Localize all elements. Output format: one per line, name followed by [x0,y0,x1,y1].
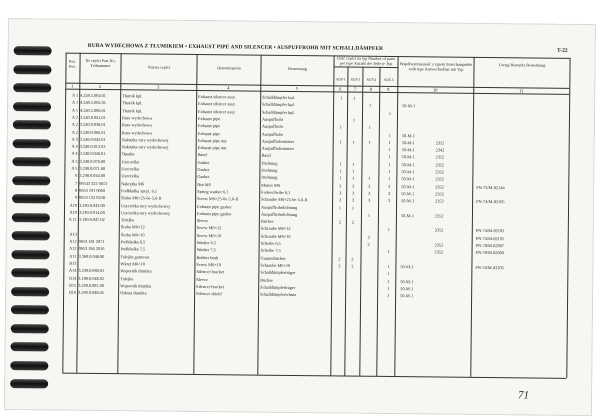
cell-pl: Śruba M6×25-6e-5,6-II [121,195,162,201]
spiral-ring [10,379,48,388]
cell-pl: Uszczelka rury wydechowej [121,202,170,209]
page-number: 71 [518,389,530,402]
qty-sub-rule [334,66,398,68]
cell-lp: 8 [75,187,78,193]
cell-q4: 3 [388,198,391,204]
cell-q1: 1 [340,95,343,101]
cell-q1: 1 [338,204,342,210]
cell-pl: Uszczelka [121,158,140,165]
cell-en: Screw M6×12 [196,225,222,231]
cell-nr: 3.180.0.048.02 [78,275,105,281]
cell-en: Exhaust pipe [197,115,221,122]
cell-de: Auspuffrohr [261,116,284,122]
cell-q4: 1 [388,154,391,160]
cell-en: Exhaust silencer assy. [198,108,236,114]
cell-q1: 1 [339,124,342,130]
cell-de: Schalldämpferschutz [260,291,297,298]
cell-en: Exhaust silencer assy. [198,101,236,107]
cell-ag1: 50-M-1 [400,278,414,284]
cell-nr: 0653 181 2071 [78,238,105,245]
cell-de: Scheibe 7,5 [260,247,281,254]
cell-ag2: 2352 [434,227,444,233]
cell-ag1: 50-M-1 [401,147,415,153]
col-number: 2 [98,83,101,89]
cell-lp: B14 [69,275,77,281]
cell-lp: A 1 [72,92,79,98]
spiral-ring [14,46,52,55]
cell-en: Gasket [197,159,210,165]
cell-nr: 3.240.0.040.01 [79,151,106,157]
cell-ex: PN-74/M-82105 [475,235,505,241]
spiral-ring [13,83,51,92]
page-title: RURA WYDECHOWA Z TŁUMIKIEM • EXHAUST PIPE AND SILENCER • AUSPUFFROHR MIT SCHALLDÄMPFER [87,42,384,52]
cell-lp: A 1 [71,99,79,106]
col-number: 10 [432,87,438,93]
cell-de: Schraube M6×25-6e-5,6-II [261,196,308,203]
cell-de: Schalldämpfer kpl. [262,101,295,108]
col-number: 6 [339,86,342,92]
cell-pl: Opaska [121,151,135,157]
cell-pl: Rura wydechowa [121,129,152,136]
cell-de: Schalldämpferträger [260,269,296,276]
cell-en: Exhaust pipe gasket [197,203,232,209]
cell-lp: A 3 [71,136,78,142]
spiral-ring [13,65,51,74]
cell-ag1: 50-M-1 [400,212,415,219]
cell-lp: 7 [75,180,78,186]
cell-lp: A12 [69,245,77,252]
cell-nr: 3.240.0.043.00 [79,202,105,208]
cell-ag1: 50-M-1 [401,132,415,138]
cell-pl: Nakrętka rury wydechowej [121,136,169,143]
cell-pl: Uszczelka [121,173,140,179]
cell-de: Federscheibe 6,1 [261,189,291,195]
cell-q2: 3 [352,190,355,196]
cell-pl: Uszczelka [121,166,140,172]
cell-pl: Rura wydechowa [121,115,152,121]
cell-lp: A 2 [71,121,78,127]
cell-ex: PN-74/M-82105 [475,228,505,234]
cell-pl: Śruba M6×10 [120,231,145,238]
cell-lp: A 1 [71,107,79,113]
cell-q1: 3 [339,197,342,203]
spiral-ring [11,287,49,296]
cell-nr: 0653 184 2016 [78,246,105,252]
spiral-ring [11,268,49,277]
cell-q2: 3 [352,197,355,203]
spiral-ring [12,213,50,222]
cell-q4: 1 [388,168,391,175]
cell-de: Schalldämpfer kpl. [262,94,295,101]
cell-en: Exhaust pipe nut [197,145,227,151]
cell-ag2: 2352 [435,191,444,197]
cell-pl: Tulejka gumowa [120,253,150,260]
cell-ag1: 50-M-1 [401,161,415,167]
spiral-ring [11,305,49,314]
spiral-ring [12,176,50,185]
cell-pl: Nakrętka M6 [121,180,145,187]
cell-nr: 3.240.0.041.01 [79,114,106,120]
cell-q1: 2 [338,219,341,225]
cell-en: Sleeve [196,276,208,282]
cell-ag2: 2352 [434,242,444,248]
cell-ag1: 50-M-1 [402,103,416,109]
cell-nr: 3.240.0.071.00 [79,165,106,172]
cell-nr: 3.240.0.043.01 [79,136,106,142]
spiral-ring [12,231,50,240]
cell-q4: 1 [387,293,390,299]
cell-q3: 1 [367,212,371,218]
cell-ex: PN-74/M-82105 [476,199,505,205]
cell-nr: 3.240.0.080.01 [78,267,105,274]
cell-nr: 0653 191 0060 [79,187,106,193]
cell-ag2: 2352 [435,154,445,160]
cell-en: Sleeve [196,218,209,224]
cell-q3: 1 [368,124,371,130]
cell-ag2: 2352 [435,198,444,204]
spiral-ring [11,250,49,259]
col-number: 1 [71,83,74,89]
cell-en: Screw M6×10 [196,261,221,268]
cell-ag1: 50-M-1 [401,198,415,204]
col-header-interchangeable: Współwymienność z typem Interchangeable with type Auswechselbar mit Typ [399,61,473,72]
cell-de: Gummibüchse [260,255,286,261]
cell-q2: 2 [351,219,354,225]
cell-lp: A13 [69,231,77,237]
cell-q4: 1 [387,278,390,284]
spiral-ring [11,324,49,333]
col-number: 5 [295,86,298,92]
cell-en: Gasket [197,166,210,173]
cell-q4: 1 [388,147,391,153]
cell-de: Dichtung [261,160,278,166]
spiral-ring [11,342,49,351]
cell-de: Auspuffrohrdichtung [260,211,298,217]
cell-q2: 1 [352,161,355,167]
cell-pl: Podkładka spręż. 6,1 [121,188,158,194]
cell-pl: Tłumik kpl. [122,93,143,99]
cell-nr: 4.240.5.004.01 [80,92,107,99]
cell-en: Silencer bracket [196,269,225,275]
cell-pl: Tulejka [120,275,134,281]
cell-lp: A 4 [71,151,78,157]
cell-ag1: 50-M-1 [400,264,414,270]
cell-de: Dichtung [261,167,278,173]
cell-de: Büchse [260,218,274,224]
cell-ag1: 50-M-1 [401,191,415,197]
cell-ag1: 50-M-1 [400,293,414,299]
cell-de: Auspuffrohrdichtung [261,204,298,210]
cell-q3: 1 [368,176,371,182]
cell-q2: 3 [352,183,355,189]
cell-lp: A 5 [71,165,78,171]
cell-q2: 1 [352,117,356,123]
spiral-ring [13,120,51,129]
cell-lp: A 4 [71,143,78,149]
col-header-part-no: Nr części Part No. Teilnummer [85,57,116,69]
spiral-ring [12,157,50,166]
cell-q2: 1 [352,139,355,145]
cell-q1: 1 [339,175,342,181]
col-number: 11 [519,88,524,94]
cell-nr: 3.240.0.014.00 [78,209,105,215]
cell-de: Schalldämpfer kpl. [262,109,295,115]
cell-en: Nut M6 [197,181,211,187]
cell-q2: 1 [352,168,355,174]
cell-q1: 1 [339,161,342,167]
cell-pl: Podkładka 6,5 [120,239,146,245]
cell-de: Dichtung [261,174,278,181]
cell-q4: 1 [388,132,391,138]
cell-pl: Wspornik tłumika [120,282,152,289]
col-header-qty-type: SOT-3 [350,77,361,82]
cell-q1: 3 [339,190,342,196]
cell-ex: PN-73/M-82144 [476,184,505,190]
cell-q3: 3 [368,197,371,203]
cell-q3: 3 [368,183,371,189]
col-number: 4 [227,85,230,91]
cell-pl: Śruba M6×12 [120,224,145,230]
cell-nr: 4.240.5.002.01 [80,100,106,106]
cell-q3: 1 [368,103,372,109]
cell-nr: 3.140.0.047.02 [78,216,105,223]
spiral-ring [10,361,48,370]
cell-en: Exhaust pipe nut [197,137,227,144]
cell-ag1: 50-M-1 [401,183,415,189]
cell-de: Schraube M6×10 [260,262,291,268]
col-number: 8 [369,86,372,92]
cell-lp: A10 [69,202,78,208]
cell-q3: 2 [367,241,370,247]
cell-q2: 1 [353,95,356,101]
cell-nr: 4.240.5.006.01 [80,107,106,113]
cell-q4: 1 [387,263,390,269]
cell-q2: 2 [351,263,354,269]
col-header-remarks: Uwagi Remarks Bemerkung [498,62,546,68]
col-number: 9 [387,86,390,92]
cell-q4: 1 [388,110,392,116]
cell-de: Schalldämpferträger [260,284,296,290]
cell-lp: A 2 [71,114,78,120]
cell-ag1: 50-M-1 [400,285,414,292]
cell-nr: 06543 322 0013 [79,180,108,186]
cell-en: Exhaust pipe gasket [196,210,232,217]
cell-nr: 3.360.0.048.00 [78,253,105,259]
cell-ag2: 2352 [434,213,444,219]
cell-en: Washer 7,5 [196,247,216,253]
table-bottom-rule [62,373,566,379]
cell-lp: A 2 [71,129,78,135]
cell-pl: Nakrętka rury wydechowej [121,144,169,150]
cell-en: Silencer bracket [196,283,225,290]
cell-q4: 3 [388,190,391,196]
cell-pl: Podkładka 7,5 [120,246,146,252]
cell-en: Band [197,152,207,158]
cell-lp: B16 [68,289,77,295]
cell-ex: PN-78/M-82007 [475,242,505,249]
cell-ag1: 50-M-1 [401,169,415,175]
cell-de: Auspuffrohr [261,123,284,130]
cell-q4: 1 [387,249,390,255]
cell-nr: 3.240.0.013.03 [79,143,106,150]
cell-ag1: 50-M-1 [401,176,415,182]
cell-nr: 0653 132 0258 [79,194,105,201]
cell-q3: 1 [368,139,371,145]
cell-pl: Tłumik kpl. [122,107,143,114]
cell-nr: 3.240.0.066.01 [79,129,106,135]
cell-lp: 6 [75,173,78,179]
spiral-binding [4,46,56,396]
col-header-name-en: Denomination [217,65,241,71]
cell-lp: A 11 [68,216,77,222]
cell-q1: 2 [338,263,341,269]
cell-lp: A11 [69,253,77,259]
cell-nr: 3.240.0.044.00 [79,173,106,179]
cell-ag1: 50-M-1 [401,139,415,146]
col-header-qty-type: SOT-5 [384,77,394,83]
cell-q4: 1 [387,285,390,291]
col-number: 7 [353,86,356,92]
cell-nr: 3.240.0.081.00 [78,282,105,288]
cell-q2: 2 [351,256,354,262]
cell-nr: 3.240.0.038.01 [79,121,106,128]
catalog-page [4,18,596,416]
cell-ag2: 2352 [434,249,444,255]
cell-de: Schraube M6×12 [260,226,291,232]
cell-de: Auspuffrohr [261,131,283,137]
cell-en: Rubber bush [196,254,219,260]
cell-q1: 1 [339,168,342,174]
cell-q1: 2 [338,256,341,262]
cell-pl: Wkręt M6×10 [120,261,145,267]
cell-de: Band [261,153,271,159]
cell-lp: A 5 [71,158,78,164]
page-code: T-22 [556,47,568,54]
col-header-name-de: Benennung [288,65,307,72]
cell-pl: Tulejka [120,217,134,223]
cell-q4: 3 [388,183,391,189]
cell-en: Exhaust silencer assy. [198,93,236,100]
cell-pl: Wspornik tłumika [120,268,152,274]
spiral-ring [13,139,51,148]
cell-q4: 1 [388,176,391,182]
cell-de: Auspuffrohrmutter [261,145,295,152]
cell-en: Exhaust pipe [197,123,221,129]
cell-lp: 9 [74,194,78,200]
cell-pl: Uszczelka rury wydechowej [120,209,170,216]
cell-q1: 3 [339,183,342,189]
cell-q4: 1 [388,161,391,167]
cell-en: Exhaust pipe [197,130,221,136]
cell-q2: 1 [351,205,355,211]
cell-q4: 1 [387,227,390,233]
cell-en: Spring washer 6,1 [197,188,229,195]
cell-ag2: 2352 [435,184,444,190]
col-header-qty-type: SOT-1 [336,77,346,82]
cell-q4: 1 [388,139,391,145]
cell-lp: A14 [68,267,77,273]
cell-q1: 1 [339,139,342,145]
col-header-qty-type: SOT-4 [366,77,377,82]
cell-de: Büchse [260,277,273,283]
cell-q3: 2 [367,234,370,240]
cell-ag2: 2352 [435,176,444,182]
cell-nr: 3.240.0.070.00 [79,158,106,164]
parts-table [62,53,569,378]
cell-lp: A12 [69,238,77,244]
spiral-ring [12,194,50,203]
cell-en: Washer 6,5 [196,239,216,246]
cell-en: Gasket [197,174,210,180]
cell-de: Auspuffrohrmutter [261,138,295,144]
col-header-pos: Poz. Pos. [68,58,77,69]
cell-q3: 3 [368,190,371,196]
cell-lp: B13 [69,260,77,266]
cell-ex: PN-74/M-82205 [475,264,504,271]
cell-q2: 1 [352,175,355,181]
col-header-qty: Ilość części na typ Number of parts per type Anzahl der Teile je Typ [337,55,396,67]
cell-en: Screw M6×10 [196,232,222,238]
cell-en: Screw M6×25-6e-5,6-II [197,196,239,202]
cell-ag2: 2352 [435,169,445,175]
cell-q4: 1 [387,271,390,277]
cell-ag2: 2352 [435,162,445,168]
cell-ex: PN-78/M-82006 [475,250,505,256]
col-header-name-pl: Nazwa części [147,64,171,70]
spiral-ring [13,102,51,111]
cell-lp: A10 [69,209,77,215]
cell-lp: B15 [69,282,77,288]
cell-ag1: 50-M-1 [401,154,415,160]
cell-pl: Osłona tłumika [120,290,147,296]
cell-nr: 3.240.0.048.05 [78,289,104,296]
cell-de: Schraube M6×10 [260,233,291,239]
cell-pl: Tłumik kpl. [122,100,143,106]
col-number: 3 [157,84,160,90]
cell-en: Silencer shield [196,291,222,297]
cell-ag2: 2352 [435,140,445,146]
cell-de: Mutter M6 [261,182,281,188]
cell-de: Scheibe 6,5 [260,240,281,246]
cell-pl: Rura wydechowa [121,122,152,128]
cell-ag2: 2342 [435,147,445,153]
